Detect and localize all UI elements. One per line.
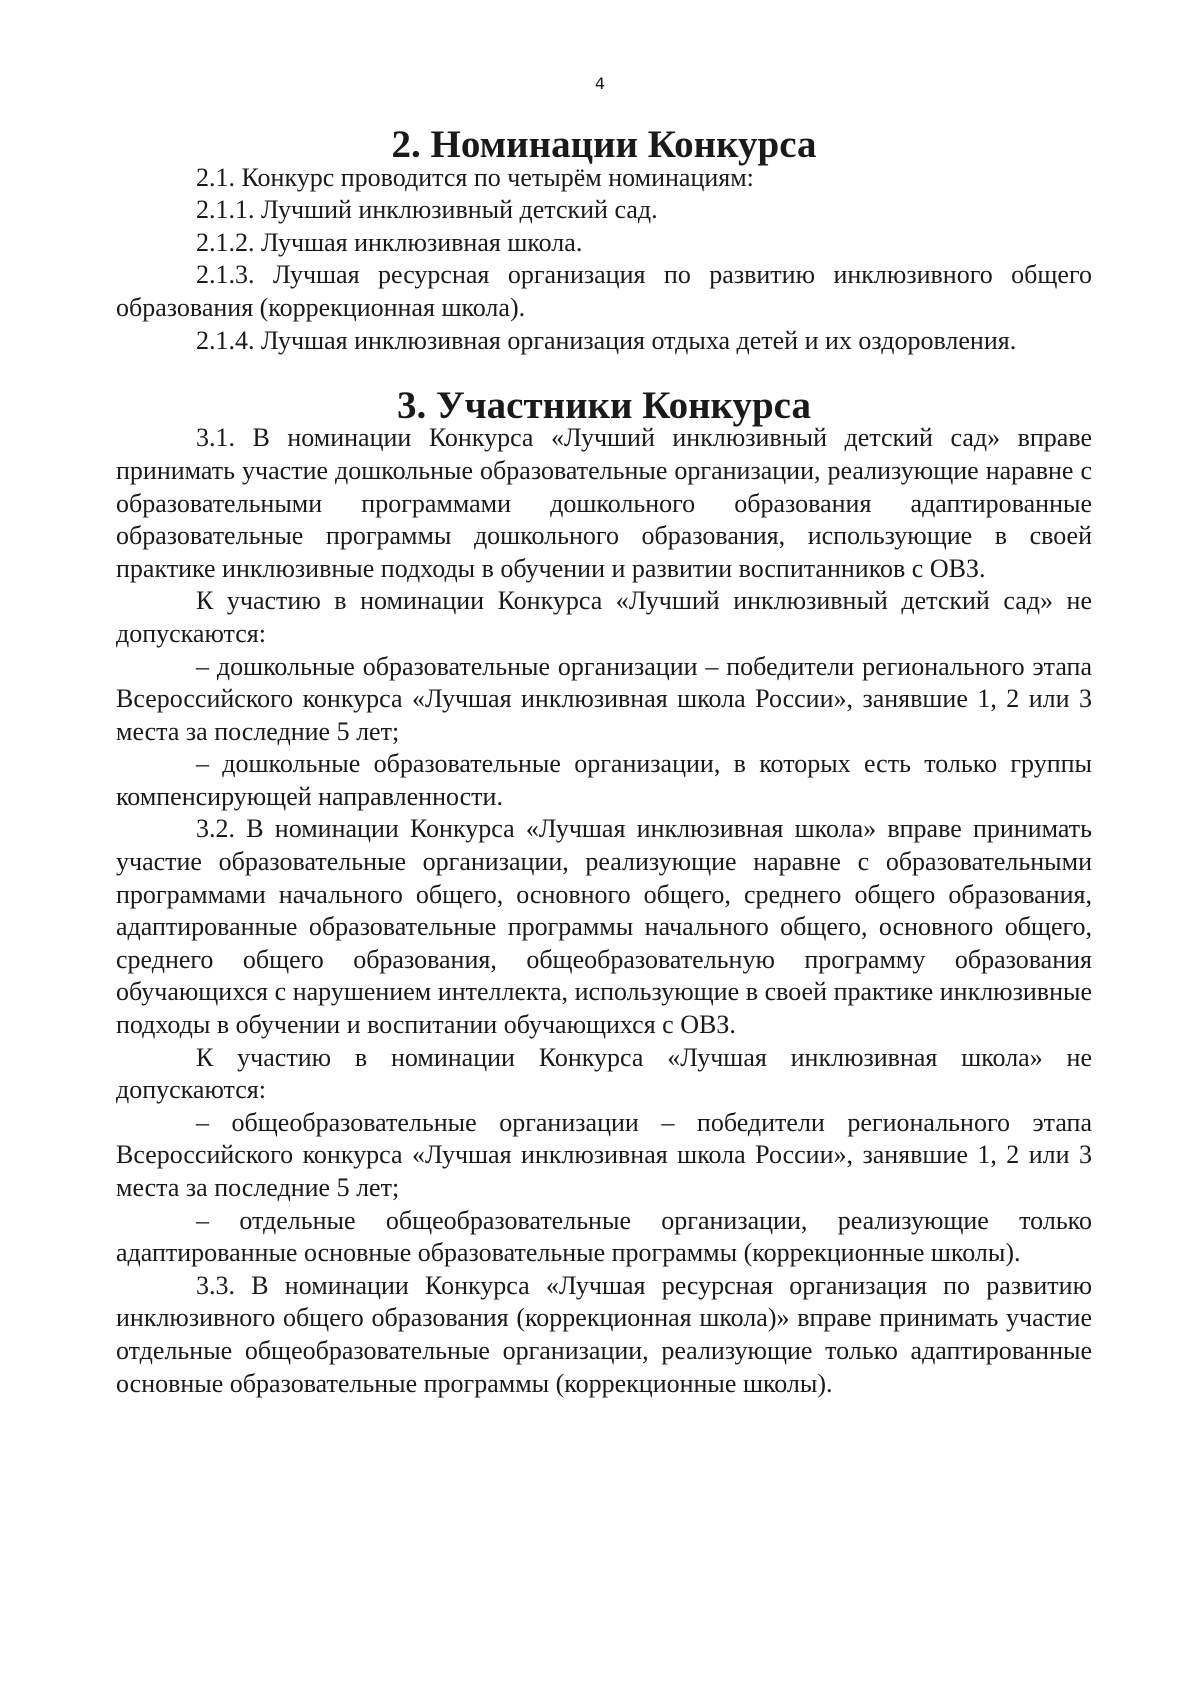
paragraph: 2.1.2. Лучшая инклюзивная школа. <box>196 227 583 257</box>
paragraph: К участию в номинации Конкурса «Лучший инклюзивный детский сад» не допускаются: <box>116 586 1092 648</box>
list-item: – дошкольные образовательные организации – победители регионального этапа Всероссийского конкурса «Лучшая инклюзивная школа России», занявшие 1, 2 или 3 места за последние 5 лет; <box>116 651 1092 746</box>
paragraph: К участию в номинации Конкурса «Лучшая инклюзивная школа» не допускаются: <box>116 1042 1092 1105</box>
document-body <box>116 123 1092 1400</box>
paragraph: 2.1.3. Лучшая ресурсная организация по развитию инклюзивного общего образования (коррекционная школа). <box>116 260 1092 322</box>
section-heading-nominations: 2. Номинации Конкурса <box>391 123 817 166</box>
list-item: – отдельные общеобразовательные организации, реализующие только адаптированные основные образовательные программы (коррекционные школы). <box>116 1205 1092 1268</box>
page-number: 4 <box>594 74 606 93</box>
list-item: – дошкольные образовательные организации, в которых есть только группы компенсирующей направленности. <box>116 749 1092 811</box>
paragraph: 2.1.4. Лучшая инклюзивная организация отдыха детей и их оздоровления. <box>196 325 1017 355</box>
paragraph: 3.2. В номинации Конкурса «Лучшая инклюзивная школа» вправе принимать участие образовательные организации, реализующие наравне с образовательными программами начального общего, основного общего, среднего общего образования, адаптированные образовательные программы начального общего, основного общего, среднего общего образования, общеобразовательную программу образования обучающихся с нарушением интеллекта, использующие в своей практике инклюзивные подходы в обучении и воспитании обучающихся с ОВЗ. <box>116 814 1092 1040</box>
section-heading-participants: 3. Участники Конкурса <box>397 383 811 427</box>
paragraph: 2.1. Конкурс проводится по четырём номинациям: <box>196 162 754 192</box>
paragraph: 3.3. В номинации Конкурса «Лучшая ресурсная организация по развитию инклюзивного общего образования (коррекционная школа)» вправе принимать участие отдельные общеобразовательные организации, реализующие только адаптированные основные образовательные программы (коррекционные школы). <box>116 1270 1092 1398</box>
paragraph: 3.1. В номинации Конкурса «Лучший инклюзивный детский сад» вправе принимать участие дошкольные образовательные организации, реализующие наравне с образовательными программами дошкольного образования адаптированные образовательные программы дошкольного образования, использующие в своей практике инклюзивные подходы в обучении и развитии воспитанников с ОВЗ. <box>116 423 1092 583</box>
paragraph: 2.1.1. Лучший инклюзивный детский сад. <box>196 195 658 225</box>
list-item: – общеобразовательные организации – победители регионального этапа Всероссийского конкурса «Лучшая инклюзивная школа России», занявшие 1, 2 или 3 места за последние 5 лет; <box>116 1107 1092 1202</box>
